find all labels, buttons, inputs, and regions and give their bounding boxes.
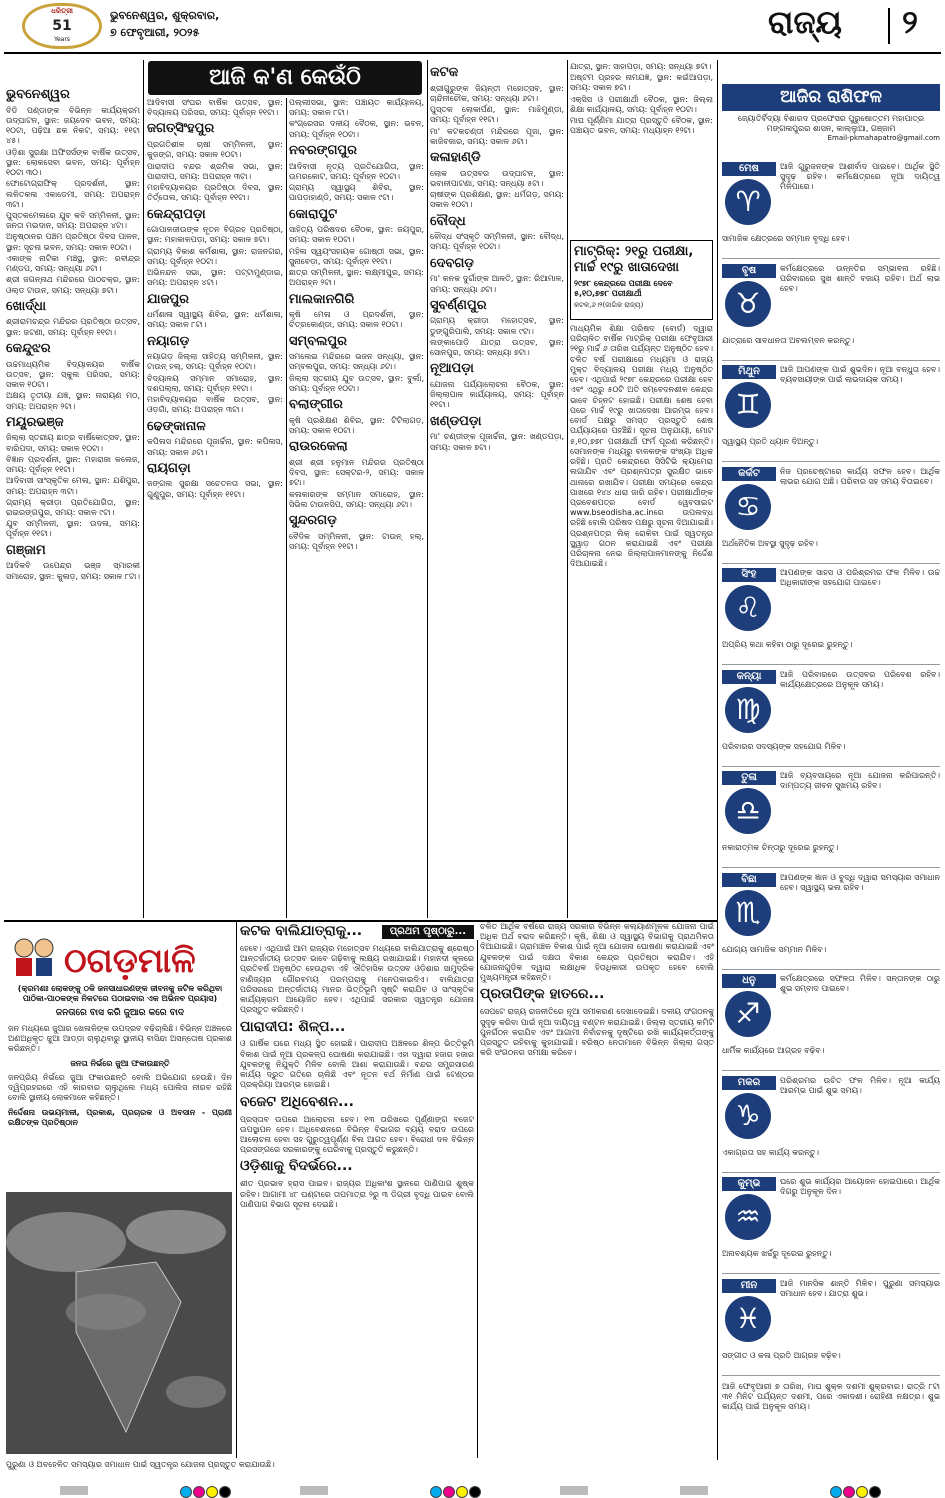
event-city-heading: ମୟୂରଭଞ୍ଜ [6,414,64,430]
exam-subhead: ୨୯୭୮ କେନ୍ଦ୍ରରେ ପରୀକ୍ଷା ଦେବେ ୫,୧୦,୭୭୮ ପରୀକ୍ଷାର୍ଥୀ [574,278,673,298]
event-item: ଲଙ୍କାପୋଡ଼ି ଯାତ୍ରା ଉତ୍ସବ, ସ୍ଥାନ: ସୋନପୁର, ସମୟ: ସନ୍ଧ୍ୟା ୭ଟା। [430,337,564,358]
event-item: ବିଦ୍ୟାଳୟ ସମ୍ମାନ ସମାରୋହ, ସ୍ଥାନ: ଦଶପଲ୍ଲା, ସମୟ: ପୂର୍ବାହ୍ନ ୧୧ଟା। [147,373,283,393]
event-item: ଗ୍ରାମ୍ୟ ବିକାଶ କର୍ମଶାଳା, ସ୍ଥାନ: ରାଜନଗର, ସମୟ: ପୂର୍ବାହ୍ନ ୧୦ଟା। [147,246,283,266]
event-item: ମା' କନକ ଦୁର୍ଗାଙ୍କ ଆଳତି, ସ୍ଥାନ: ରିଆମାଳ, ସମୟ: ସନ୍ଧ୍ୟା ୬ଟା। [430,274,564,294]
rashi-name: ଧନୁ [722,974,776,988]
thagamali-lead: ଜନତାରେ ବାସ କରି ଜୁଆର କରେ ବାଦ [55,1008,185,1019]
rashi-3 [722,365,940,463]
events-column-4 [430,62,564,920]
event-item: ଯାତ୍ରା, ସ୍ଥାନ: ସାହାପଡ଼ା, ସମୟ: ସନ୍ଧ୍ୟା ୭ଟା। [570,62,712,71]
event-item: ପୁସ୍ତକ ଲୋକାର୍ପଣ, ସ୍ଥାନ: ମାଝିମୁଣ୍ଡା, ସମୟ: ପୂର୍ବାହ୍ନ ୧୧ଟା। [430,105,564,125]
event-city-heading: କେନ୍ଦ୍ରାପଡ଼ା [147,206,206,222]
rashi-text-tail: ସ୍ୱାସ୍ଥ୍ୟ ପ୍ରତି ଧ୍ୟାନ ଦିଅନ୍ତୁ। [722,437,819,446]
exam-byline: କଟକ,୬।୨(ଜାଗିକ ରାଜ୍ୟ) [574,300,644,309]
event-city-heading: ଗଞ୍ଜାମ [6,542,46,558]
bottom-note: ପୁରୁଣା ଓ ଅବହେଳିତ ସମସ୍ୟାର ସମାଧାନ ପାଇଁ ସ୍ୱତନ୍ତ୍ର ଯୋଜନା ପ୍ରସ୍ତୁତ କରାଯାଉଛି। [6,1460,275,1469]
rashifal-author: ଜ୍ୟୋତିର୍ବିଦ୍ୟା ବିଶାରଦ ପ୍ରଫେସର ପୁରୁଷୋତ୍ତମ ମହାପାତ୍ର [737,114,925,123]
budget-continued-body: ଚଳିତ ଆର୍ଥିକ ବର୍ଷରେ ରାଜ୍ୟ ସରକାର ବିଭିନ୍ନ କଲ୍ୟାଣମୂଳକ ଯୋଜନା ପାଇଁ ଅଧିକ ଅର୍ଥ ବରାଦ କରିଛନ୍ତି। କୃଷି, ଶିକ୍ଷା ଓ ସ୍ୱାସ୍ଥ୍ୟ ବିଭାଗକୁ ପ୍ରାଥମିକତା ଦିଆଯାଇଛି। ଗ୍ରାମାଞ୍ଚଳ ବିକାଶ ପାଇଁ ନୂଆ ଯୋଜନା ଘୋଷଣା କରାଯାଇଛି ଏବଂ ଯୁବକଙ୍କ ପାଇଁ ଦକ୍ଷତା ବିକାଶ କେନ୍ଦ୍ର ପ୍ରତିଷ୍ଠା କରାଯିବ। ଏହି ଯୋଜନାଗୁଡ଼ିକ ଦ୍ୱାରା ଲକ୍ଷାଧିକ ହିତାଧିକାରୀ ଉପକୃତ ହେବେ ବୋଲି ମୁଖ୍ୟମନ୍ତ୍ରୀ କହିଛନ୍ତି। [480,922,714,983]
rashi-divider [722,1273,940,1274]
zodiac-icon: ♊ [725,382,771,428]
event-item: ଅନୁଷ୍ଠାନର ପଞ୍ଚମ ପ୍ରତିଷ୍ଠା ଦିବସ ପାଳନ, ସ୍ଥାନ: ସୂଚନା ଭବନ, ସମୟ: ସକାଳ ୧୦ଟା। [6,232,140,252]
rashi-name: ବୃଷ [722,264,776,278]
paradip-headline: ପାରାଦୀପ: ଶିଳ୍ପ... [240,1018,346,1035]
rashi-divider [722,969,940,970]
event-item: ମହିଳା ସ୍ୱୟଂସହାୟକ ଗୋଷ୍ଠୀ ସଭା, ସ୍ଥାନ: ସୁନାବେଡ଼ା, ସମୟ: ପୂର୍ବାହ୍ନ ୧୧ଟା। [289,246,424,266]
rashi-6 [722,670,940,768]
thagamali-subhead: ଜନତା ନିର୍ଭରେ ଜୁଆ ଫକାଉଛନ୍ତି [70,1058,170,1068]
zodiac-icon: ♐ [725,991,771,1037]
registration-dot [843,1486,855,1498]
rashifal-credits [722,114,940,143]
cuttack-body: ହେବେ। ଏଥିପାଇଁ ଆମ ରାଜ୍ୟର ମହୋତ୍ସବ ମଧ୍ୟରେ ବାଲିଯାତ୍ରାକୁ ଶ୍ରେଷ୍ଠ ଆନ୍ତର୍ଜାତୀୟ ଉତ୍ସବ ଭାବେ ଗଢ଼ିବାକୁ ଲକ୍ଷ୍ୟ ରଖାଯାଇଛି। ମହାନଦୀ କୂଳରେ ପ୍ରତିବର୍ଷ ଅନୁଷ୍ଠିତ ହେଉଥିବା ଏହି ଐତିହାସିକ ଉତ୍ସବ ଓଡ଼ିଶାର ସାମୁଦ୍ରିକ ବାଣିଜ୍ୟର ଗୌରବମୟ ପରମ୍ପରାକୁ ମନେପକାଇଦିଏ। ବାଲିଯାତ୍ରା ପରିସରରେ ଅନ୍ତର୍ଜାତୀୟ ମାନର ଭିତ୍ତିଭୂମି ସୃଷ୍ଟି କରାଯିବ ଓ ସାଂସ୍କୃତିକ କାର୍ଯ୍ୟକ୍ରମ ଆୟୋଜିତ ହେବ। ଏଥିପାଇଁ ସରକାର ସ୍ୱତନ୍ତ୍ର ଯୋଜନା ପ୍ରସ୍ତୁତ କରିଛନ୍ତି। [240,943,474,1015]
pratap-body: ସେପଟେ ରାଜ୍ୟ ରାଜନୀତିରେ ନୂଆ ସମୀକରଣ ଦେଖାଦେଇଛି। ଦଳୀୟ ସଂଗଠନକୁ ସୁଦୃଢ଼ କରିବା ପାଇଁ ନୂଆ ଦାୟିତ୍ୱ ବଣ୍ଟନ କରାଯାଇଛି। ଜିଲ୍ଲା ସ୍ତରୀୟ କମିଟି ପୁନର୍ଗଠନ କରାଯିବ ଏବଂ ଆଗାମୀ ନିର୍ବାଚନକୁ ଦୃଷ୍ଟିରେ ରଖି କାର୍ଯ୍ୟକର୍ତ୍ତାଙ୍କୁ ପ୍ରସ୍ତୁତ ରହିବାକୁ କୁହାଯାଇଛି। ବରିଷ୍ଠ ନେତାମାନେ ବିଭିନ୍ନ ଜିଲ୍ଲା ଗସ୍ତ କରି ସଂଗଠନର ସମୀକ୍ଷା କରିବେ। [480,1007,714,1058]
event-item: ଧର୍ମଶାଳା ସ୍ୱାସ୍ଥ୍ୟ ଶିବିର, ସ୍ଥାନ: ଧର୍ମଶାଳା, ସମୟ: ସକାଳ ୮ଟା। [147,310,283,330]
event-item: ଶ୍ରୀଗୁରୁଙ୍କ ଜିୟନ୍ତୀ ମହୋତ୍ସବ, ସ୍ଥାନ: ଚାନ୍ଦିନୀଚୌକ, ସମୟ: ସନ୍ଧ୍ୟା ୬ଟା। [430,83,564,103]
rashi-text-tail: ଅନାବଶ୍ୟକ ଖର୍ଚ୍ଚରୁ ଦୂରେଇ ରୁହନ୍ତୁ। [722,1249,832,1258]
event-item: ଆଦିକବି ଉପେନ୍ଦ୍ର ଭଞ୍ଜ ସ୍ମାରକୀ ସମାରୋହ, ସ୍ଥାନ: କୁଳାଡ଼, ସମୟ: ସକାଳ ୮ଟା। [6,561,140,581]
rashi-text: ପରିଶ୍ରମର ଉଚିତ ଫଳ ମିଳିବ। ନୂଆ କାର୍ଯ୍ୟ ଆରମ୍ଭ ପାଇଁ ଶୁଭ ସମୟ। [780,1075,940,1095]
event-city-heading: ନବରଙ୍ଗପୁର [289,142,358,158]
dateline-date: ୭ ଫେବୃଆରୀ, ୨୦୨୫ [110,25,200,39]
rashi-text: ଆପଣଙ୍କ ଜ୍ଞାନ ଓ ବୁଦ୍ଧି ଦ୍ୱାରା ସମସ୍ୟାର ସମାଧାନ ହେବ। ସ୍ୱାସ୍ଥ୍ୟ ଭଲ ରହିବ। [780,872,940,892]
column-rule [567,60,568,918]
event-item: ମହାବିଦ୍ୟାଳୟର ବାର୍ଷିକ ଉତ୍ସବ, ସ୍ଥାନ: ଓଡ଼ଗାଁ, ସମୟ: ଅପରାହ୍ନ ୩ଟା। [147,395,283,415]
event-item: ପଲ୍ଲୀସଭା, ସ୍ଥାନ: ପଞ୍ଚାୟତ କାର୍ଯ୍ୟାଳୟ, ସମୟ: ସକାଳ ୮ଟା। [289,98,424,118]
rashi-text-tail: ସାମାଜିକ କ୍ଷେତ୍ରରେ ସମ୍ମାନ ବୃଦ୍ଧି ହେବ। [722,234,850,243]
event-item: ଆଦିବାସୀ ସଂଘର ବାର୍ଷିକ ଉତ୍ସବ, ସ୍ଥାନ: ବିଦ୍ୟାଳୟ ପରିସର, ସମୟ: ପୂର୍ବାହ୍ନ ୧୧ଟା। [147,98,283,118]
zodiac-icon: ♋ [725,484,771,530]
rashi-divider [722,360,940,361]
event-item: ପୁସ୍ତକମେଳାରେ ଯୁବ କବି ସମ୍ମିଳନୀ, ସ୍ଥାନ: ଜନତା ମଇଦାନ, ସମୟ: ଅପରାହ୍ନ ୪ଟା। [6,210,140,231]
rashi-text: ଘରେ ଶୁଭ କାର୍ଯ୍ୟର ଆୟୋଜନ ହୋଇପାରେ। ଆର୍ଥିକ ଦିଗରୁ ଅନୁକୂଳ ଦିନ। [780,1177,940,1197]
rashi-text: ଆପଣଙ୍କ ସାହସ ଓ ପରିଶ୍ରମର ଫଳ ମିଳିବ। ଉଚ୍ଚ ଅଧିକାରୀଙ୍କ ସହଯୋଗ ପାଇବେ। [780,568,940,588]
rashifal-email: Email-pkmahapatro@gmail.com [827,134,940,143]
event-item: ସମଲେଇ ମନ୍ଦିରରେ ଭଜନ ସନ୍ଧ୍ୟା, ସ୍ଥାନ: ସମ୍ବଲପୁର, ସମୟ: ସନ୍ଧ୍ୟା ୬ଟା। [289,352,424,372]
event-item: ଏକାଙ୍କ ନାଟିକା ମଞ୍ଚସ୍ଥ, ସ୍ଥାନ: ରବୀନ୍ଦ୍ର ମଣ୍ଡପ, ସମୟ: ସନ୍ଧ୍ୟା ୬ଟା। [6,253,140,274]
registration-dot [193,1486,205,1498]
thagamali-body: ଜନ ମଧ୍ୟରେ ଜୁଆର ଖେଳାଳିଙ୍କ ଉପଦ୍ରବ ବଢ଼ିଚାଲିଛି। ବିଭିନ୍ନ ଅଞ୍ଚଳରେ ଅଣଅଧିକୃତ ଜୁଆ ଆଡ୍ଡା ଚାଲୁଥିବାରୁ ସ୍ଥାନୀୟ ବାସିନ୍ଦା ଅସନ୍ତୋଷ ପ୍ରକାଶ କରିଛନ୍ତି। [8,1023,232,1054]
event-item: ଲୋକ ଉତ୍ସବର ଉଦ୍‌ଘାଟନ, ସ୍ଥାନ: ଭବାନୀପାଟଣା, ସମୟ: ସନ୍ଧ୍ୟା ୫ଟା। [430,168,564,188]
event-city-heading: କଟକ [430,65,459,80]
stories-right-column [480,922,714,1458]
rashifal-banner: ଆଜିର ରାଶିଫଳ [722,84,940,111]
event-city-heading: ବଲାଙ୍ଗୀର [289,397,343,413]
rashi-11 [722,1177,940,1275]
event-city-heading: ରାଉରକେଲା [289,439,348,455]
rashi-2 [722,264,940,362]
event-item: ଯୋଜନା ପର୍ଯ୍ୟାଲୋଚନା ବୈଠକ, ସ୍ଥାନ: ଜିଲ୍ଲାପାଳ କାର୍ଯ୍ୟାଳୟ, ସମୟ: ପୂର୍ବାହ୍ନ ୧୧ଟା। [430,379,564,410]
event-item: ମହାବିଦ୍ୟାଳୟର ପ୍ରତିଷ୍ଠା ଦିବସ, ସ୍ଥାନ: ତିର୍ତ୍ତୋଲ, ସମୟ: ପୂର୍ବାହ୍ନ ୧୧ଟା। [147,183,283,203]
anniversary-logo [22,3,102,49]
rashi-name: ମିଥୁନ [722,365,776,379]
registration-dot [219,1486,231,1498]
rashi-4 [722,467,940,565]
rashi-divider [722,766,940,767]
rashi-8 [722,873,940,971]
section-rule [4,920,717,922]
event-city-heading: ଦେବଗଡ଼ [430,255,474,271]
thagamali-column [8,984,232,1186]
event-city-heading: ସମ୍ବଲପୁର [289,333,347,349]
event-item: କଳାକାରଙ୍କ ସମ୍ମାନ ସମାରୋହ, ସ୍ଥାନ: ସିଭିଲ ଟାଉନସିପ, ସମୟ: ସନ୍ଧ୍ୟା ୬ଟା। [289,489,424,509]
rashi-name: ବିଛା [722,873,776,887]
rashi-name: ମକର [722,1076,776,1090]
dateline-place-day: ଭୁବନେଶ୍ୱର, ଶୁକ୍ରବାର, [110,9,220,22]
event-city-heading: ଢେଙ୍କାନାଳ [147,418,206,434]
event-item: ବୈଦିକ ସମ୍ମିଳନୀ, ସ୍ଥାନ: ଟାଉନ୍ ହଲ୍, ସମୟ: ପୂର୍ବାହ୍ନ ୧୧ଟା। [289,531,424,551]
registration-dot [206,1486,218,1498]
registration-bar [60,1486,88,1495]
event-city-heading: ବୌଦ୍ଧ [430,213,466,229]
rashi-text-tail: ନକାରାତ୍ମକ ଚିନ୍ତାରୁ ଦୂରେଇ ରୁହନ୍ତୁ। [722,843,839,852]
event-city-heading: ଜଗତ୍‌ସିଂହପୁର [147,121,215,137]
rashi-name: ତୁଳା [722,771,776,785]
rashi-divider [722,258,940,259]
event-city-heading: କଳାହାଣ୍ଡି [430,150,481,166]
budget-body: ପ୍ରସ୍ତାବ ଉପରେ ଆଲୋଚନା ହେବ। ୧୩ ତାରିଖରେ ପୂର୍ଣ୍ଣାଙ୍ଗ ବଜେଟ ଉପସ୍ଥାପନ ହେବ। ଅଧିବେଶନରେ ବିଭିନ୍ନ ବିଭାଗର ବ୍ୟୟ ବରାଦ ଉପରେ ଆଲୋଚନା ହେବା ସହ ଗୁରୁତ୍ୱପୂର୍ଣ୍ଣ ବିଲ ଆଗତ ହେବ। ବିରୋଧୀ ଦଳ ବିଭିନ୍ନ ପ୍ରସଙ୍ଗରେ ସରକାରଙ୍କୁ ଘେରିବାକୁ ପ୍ରସ୍ତୁତି କରୁଛନ୍ତି। [240,1114,474,1155]
rashi-name: ସିଂହ [722,568,776,582]
rashi-9 [722,974,940,1072]
exam-headline: ମାଟ୍ରିକ୍: ୨୧ରୁ ପରୀକ୍ଷା, ମାର୍ଚ୍ଚ ୧୯ରୁ ଖାତାଦେଖା [574,244,694,276]
event-item: ଚାଷୀଙ୍କ ପ୍ରଶିକ୍ଷଣ, ସ୍ଥାନ: ଧର୍ମଗଡ଼, ସମୟ: ସକାଳ ୧୦ଟା। [430,190,564,210]
event-item: ଗୋପାଳଜୀଉଙ୍କ ନୂତନ ବିଗ୍ରହ ପ୍ରତିଷ୍ଠା, ସ୍ଥାନ: ମହାକାଳପଡ଼ା, ସମୟ: ସକାଳ ୭ଟା। [147,225,283,245]
rashi-text: ଆଜି ବ୍ୟବସାୟରେ ନୂଆ ଯୋଜନା କରିପାରନ୍ତି। ଦାମ୍ପତ୍ୟ ଜୀବନ ସୁଖମୟ ରହିବ। [780,771,940,791]
column-rule [143,60,144,918]
rashi-text-tail: ପରିବାରର ସଦସ୍ୟଙ୍କ ସହଯୋଗ ମିଳିବ। [722,741,846,751]
event-item: ଯୁବ ସମ୍ମିଳନୀ, ସ୍ଥାନ: ଉଦଳା, ସମୟ: ପୂର୍ବାହ୍ନ ୧୧ଟା। [6,519,140,539]
rashi-5 [722,568,940,666]
rashi-10 [722,1076,940,1174]
zodiac-icon: ♉ [725,281,771,327]
event-item: ଅଭିନନ୍ଦନ ସଭା, ସ୍ଥାନ: ପଟ୍ଟାମୁଣ୍ଡାଇ, ସମୟ: ଅପରାହ୍ନ ୪ଟା। [147,268,283,288]
rashi-divider [722,664,940,665]
event-item: ମା' କଟକଚଣ୍ଡୀ ମନ୍ଦିରରେ ପୂଜା, ସ୍ଥାନ: କାଜିବଜାର, ସମୟ: ସକାଳ ୬ଟା। [430,126,564,146]
thagamali-body-2: ଜନପ୍ରିୟ ନିର୍ଭରେ ଜୁଆ ଫକାଉଛନ୍ତି ବୋଲି ଅଭିଯୋଗ ହେଉଛି। ଦିନ ଦ୍ୱିପ୍ରହରରେ ଏହି କାରବାର ଚାଲୁଥିଲେ ମଧ୍ୟ ପୋଲିସ ନୀରବ ରହିଛି ବୋଲି ସ୍ଥାନୀୟ ଲୋକମାନେ କହିଛନ୍ତି। [8,1072,232,1103]
event-city-heading: ରାୟଗଡ଼ା [147,460,191,476]
event-item: ଆଦିବାସୀ ନୃତ୍ୟ ପ୍ରତିଯୋଗିତା, ସ୍ଥାନ: ଉମରକୋଟ, ସମୟ: ପୂର୍ବାହ୍ନ ୧୦ଟା। [289,161,424,181]
stories-left-column [240,920,474,1458]
event-item: ମାଘ ପୂର୍ଣ୍ଣିମା ଯାତ୍ରା ପ୍ରସ୍ତୁତି ବୈଠକ, ସ୍ଥାନ: ପଞ୍ଚାୟତ ଭବନ, ସମୟ: ମଧ୍ୟାହ୍ନ ୧୨ଟା। [570,116,713,136]
masthead [0,0,945,52]
event-item: ଗ୍ରାମ୍ୟ କ୍ରୀଡ଼ା ପ୍ରତିଯୋଗିତା, ସ୍ଥାନ: ରାଇରଙ୍ଗପୁର, ସମୟ: ସକାଳ ୯ଟା। [6,497,140,517]
event-item: ଜଙ୍ଗଲ ସୁରକ୍ଷା ସଚେତନତା ସଭା, ସ୍ଥାନ: ଗୁଣୁପୁର, ସମୟ: ପୂର୍ବାହ୍ନ ୧୧ଟା। [147,479,283,499]
rashi-divider [722,867,940,868]
page-number: ୨ [902,3,918,41]
rashi-divider [722,461,940,462]
dateline [110,8,219,41]
continued-label: ପ୍ରଥମ ପୃଷ୍ଠାରୁ... [382,925,474,940]
zodiac-icon: ♌ [725,585,771,631]
pratap-headline: ପ୍ରତାପିଙ୍କ ହାତରେ... [480,986,605,1003]
zodiac-icon: ♍ [725,687,771,733]
rashi-name: କନ୍ୟା [722,670,776,684]
event-item: ବିଜ୍ଞାନ ପ୍ରଦର୍ଶନୀ, ସ୍ଥାନ: ମହାରାଜା କଲେଜ, ସମୟ: ପୂର୍ବାହ୍ନ ୧୧ଟା। [6,454,140,475]
rashi-name: ମୀନ [722,1279,776,1293]
rashi-text: ଆଜି ଆପଣଙ୍କ ପାଇଁ ଶୁଭଦିନ। ନୂଆ ବନ୍ଧୁତା ହେବ। ବ୍ୟବସାୟୀଙ୍କ ପାଇଁ ଲାଭଦାୟକ ସମୟ। [780,365,940,385]
event-city-heading: ନୟାଗଡ଼ [147,333,190,349]
event-city-heading: ଖଣ୍ଡପଡ଼ା [430,413,482,429]
rashi-text-tail: ଯାତ୍ରାରେ ସାବଧାନତା ଅବଲମ୍ବନ କରନ୍ତୁ। [722,335,855,345]
event-item: ଜିଲ୍ଲା ସ୍ତରୀୟ ଛାତ୍ର ବାର୍ଷିକୋତ୍ସବ, ସ୍ଥାନ: ବାରିପଦା, ସମୟ: ସକାଳ ୧୦ଟା। [6,433,140,453]
rashi-text: ନିଜ ପ୍ରଚେଷ୍ଟାରେ କାର୍ଯ୍ୟ ସଫଳ ହେବ। ଆର୍ଥିକ ଲାଭର ଯୋଗ ଅଛି। ପରିବାର ସହ ସମୟ ବିତାଇବେ। [780,466,940,486]
rashi-1 [722,162,940,260]
event-item: ବୌଦ୍ଧ ସଂସ୍କୃତି ସମ୍ମିଳନୀ, ସ୍ଥାନ: ବୌଦ୍ଧ, ସମୟ: ପୂର୍ବାହ୍ନ ୧୦ଟା। [430,232,564,252]
registration-dot [856,1486,868,1498]
header-divider [888,8,890,44]
event-city-heading: ମାଲକାନଗିରି [289,291,355,307]
registration-dot [869,1486,881,1498]
rashi-text: ଆଜି ପରିବାରରେ ଉତ୍ସବର ପରିବେଶ ରହିବ। କାର୍ଯ୍ୟକ୍ଷେତ୍ରରେ ଅନୁକୂଳ ସମୟ। [780,669,940,689]
paradip-body: ଓ ଗାର୍ଷିକ ଘରେ ମଧ୍ୟ ସ୍ଥିତ ହୋଇଛି। ପାରାଦୀପ ଅଞ୍ଚଳରେ ଶିଳ୍ପ ଭିତ୍ତିଭୂମି ବିକାଶ ପାଇଁ ନୂଆ ପ୍ରକଳ୍ପ ଘୋଷଣା କରାଯାଇଛି। ଏହା ଦ୍ୱାରା ହଜାର ହଜାର ଯୁବକଙ୍କୁ ନିଯୁକ୍ତି ମିଳିବ ବୋଲି ଆଶା କରାଯାଉଛି। ବନ୍ଦର ସମ୍ପ୍ରସାରଣ କାର୍ଯ୍ୟ ଦ୍ରୁତ ଗତିରେ ଚାଲିଛି ଏବଂ ନୂତନ ବର୍ଥ ନିର୍ମାଣ ପାଇଁ ଟେଣ୍ଡର ପ୍ରକ୍ରିୟା ଆରମ୍ଭ ହୋଇଛି। [240,1039,474,1090]
event-city-heading: କେନ୍ଦୁଝର [6,340,51,356]
registration-bar [680,1486,708,1495]
rashi-name: କର୍କଟ [722,467,776,481]
rashi-text: କର୍ମକ୍ଷେତ୍ରରେ ଉନ୍ନତିର ସମ୍ଭାବନା ରହିଛି। ପରିବାରରେ ସୁଖ ଶାନ୍ତି ବଜାୟ ରହିବ। ଅର୍ଥ ଲାଭ ହେବ। [780,263,940,293]
event-item: ଅକ୍ଷୟ ତୃତୀୟା ଯଜ୍ଞ, ସ୍ଥାନ: ନାରାୟଣ ମଠ, ସମୟ: ଅପରାହ୍ନ ୨ଟା। [6,391,140,411]
event-item: ନୟାଗଡ଼ ଜିଲ୍ଲା ସାହିତ୍ୟ ସମ୍ମିଳନୀ, ସ୍ଥାନ: ଟାଉନ୍ ହଲ୍, ସମୟ: ପୂର୍ବାହ୍ନ ୧୦ଟା। [147,352,283,372]
event-item: ମା' ଚଣ୍ଡୀଙ୍କ ପୂଜାର୍ଚ୍ଚନା, ସ୍ଥାନ: ଖଣ୍ଡପଡ଼ା, ସମୟ: ସକାଳ ୭ଟା। [430,432,564,452]
cuttack-headline: କଟକ ବାଲିଯାତ୍ରାକୁ... [240,923,363,939]
registration-dot [180,1486,192,1498]
rashi-text: ଆଜି ଗୁରୁଜନଙ୍କ ଆଶୀର୍ବାଦ ପାଇବେ। ଆର୍ଥିକ ସ୍ଥିତି ସୁଦୃଢ଼ ରହିବ। କର୍ମକ୍ଷେତ୍ରରେ ନୂଆ ଦାୟିତ୍ୱ ମିଳିପାରେ। [780,162,940,192]
rashi-name: କୁମ୍ଭ [722,1177,776,1191]
zodiac-icon: ♓ [725,1296,771,1342]
column-rule [477,940,478,1458]
rashi-divider [722,1070,940,1071]
events-column-1 [6,84,140,920]
registration-dot [430,1486,442,1498]
event-city-heading: ସୁବର୍ଣ୍ଣପୁର [430,297,487,313]
registration-dot [469,1486,481,1498]
rashi-text-tail: ଯୋଗ୍ୟ ସାମାଜିକ ସମ୍ମାନ ମିଳିବ। [722,944,827,954]
exam-body: ମାଧ୍ୟମିକ ଶିକ୍ଷା ପରିଷଦ (ବୋର୍ଡ) ଦ୍ୱାରା ପରିଚାଳିତ ବାର୍ଷିକ ମାଟ୍ରିକ୍ ପରୀକ୍ଷା ଫେବୃଆରୀ ୨୧ରୁ ମାର୍ଚ୍ଚ ୬ ତାରିଖ ପର୍ଯ୍ୟନ୍ତ ଅନୁଷ୍ଠିତ ହେବ। ଚଳିତ ବର୍ଷ ପରୀକ୍ଷାରେ ମଧ୍ୟମା ଓ ରାଜ୍ୟ ମୁକ୍ତ ବିଦ୍ୟାଳୟ ପରୀକ୍ଷା ମଧ୍ୟ ଅନୁଷ୍ଠିତ ହେବ। ଏଥିପାଇଁ ୨୯୭୮ କେନ୍ଦ୍ରରେ ପରୀକ୍ଷା ହେବ ଏବଂ ଏଥିରୁ ୫୦ଟି ଅତି ସମ୍ବେଦନଶୀଳ କେନ୍ଦ୍ର ଭାବେ ଚିହ୍ନଟ ହୋଇଛି। ପରୀକ୍ଷା ଶେଷ ହେବା ପରେ ମାର୍ଚ୍ଚ ୧୯ରୁ ଖାତାଦେଖା ଆରମ୍ଭ ହେବ। ବୋର୍ଡ ପକ୍ଷରୁ ସମସ୍ତ ପ୍ରସ୍ତୁତି ଶେଷ ପର୍ଯ୍ୟାୟରେ ପହଞ୍ଚିଛି। ସୂଚନା ଅନୁଯାୟୀ, ମୋଟ ୫,୧୦,୭୭୮ ପରୀକ୍ଷାର୍ଥୀ ଫର୍ମ ପୂରଣ କରିଛନ୍ତି। ସେମାନଙ୍କ ମଧ୍ୟରୁ ବାଳକଙ୍କ ସଂଖ୍ୟା ଅଧିକ ରହିଛି। ପ୍ରତି କେନ୍ଦ୍ରରେ ସିସିଟିଭି କ୍ୟାମେରା ଲଗାଯିବ ଏବଂ ପ୍ରଶ୍ନପତ୍ର ସୁରକ୍ଷିତ ଭାବେ ଥାନାରେ ରଖାଯିବ। ପରୀକ୍ଷା ସମୟରେ କେନ୍ଦ୍ର ପାଖରେ ୧୪୪ ଧାରା ଜାରି ରହିବ। ପରୀକ୍ଷାର୍ଥୀଙ୍କ ପ୍ରବେଶପତ୍ର ବୋର୍ଡ ୱେବସାଇଟ www.bseodisha.ac.inରେ ଉପଲବ୍ଧ ରହିଛି ବୋଲି ପରିଷଦ ପକ୍ଷରୁ ସୂଚନା ଦିଆଯାଇଛି। ପ୍ରଶ୍ନପତ୍ର ଲିକ୍ ରୋକିବା ପାଇଁ ସ୍ୱତନ୍ତ୍ର ସ୍କ୍ୱାଡ଼ ଗଠନ କରାଯାଇଛି ଏବଂ ପରୀକ୍ଷା ପରିଚାଳନା ନେଇ ଜିଲ୍ଲାପାଳମାନଙ୍କୁ ନିର୍ଦ୍ଦେଶ ଦିଆଯାଇଛି। [570,324,713,569]
event-item: ଏକ୍ସିସ ଓ ପରୀକ୍ଷାର୍ଥୀ ବୈଠକ, ସ୍ଥାନ: ଜିଲ୍ଲା ଶିକ୍ଷା କାର୍ଯ୍ୟାଳୟ, ସମୟ: ପୂର୍ବାହ୍ନ ୧୦ଟା। [570,94,713,114]
event-item: କପିଳାସ ମନ୍ଦିରରେ ପୂଜାର୍ଚ୍ଚନା, ସ୍ଥାନ: କପିଳାସ, ସମୟ: ସକାଳ ୬ଟା। [147,437,283,457]
column-rule [236,922,237,1458]
column-rule [717,60,718,1460]
satellite-image [6,1192,232,1454]
rashi-text-tail: ଅର୍ଥନୈତିକ ଅବସ୍ଥା ସୁଦୃଢ଼ ରହିବ। [722,538,818,548]
event-item: କଂଗ୍ରେସର ଦଳୀୟ ବୈଠକ, ସ୍ଥାନ: ଭବନ, ସମୟ: ପୂର୍ବାହ୍ନ ୧୦ଟା। [289,119,424,139]
event-item: ଛାତ୍ର ସମ୍ମିଳନୀ, ସ୍ଥାନ: ଲକ୍ଷ୍ମୀପୁର, ସମୟ: ଅପରାହ୍ନ ୨ଟା। [289,268,424,288]
rashi-text: ଆଜି ମାନସିକ ଶାନ୍ତି ମିଳିବ। ପୁରୁଣା ସମସ୍ୟାର ସମାଧାନ ହେବ। ଯାତ୍ରା ଶୁଭ। [780,1278,940,1298]
registration-dot [830,1486,842,1498]
zodiac-icon: ♎ [725,788,771,834]
event-item: ପ୍ରଗତିଶୀଳ ଚାଷୀ ସମ୍ମିଳନୀ, ସ୍ଥାନ: କୁଜଙ୍ଗ, ସମୟ: ସକାଳ ୧୦ଟା। [147,140,283,160]
header-rule [4,52,941,54]
event-item: ଅଷ୍ଟମ ପ୍ରହର ନାମଯଜ୍ଞ, ସ୍ଥାନ: କଇଁଆପଡ଼ା, ସମୟ: ସକାଳ ୭ଟା। [570,73,713,93]
budget-headline: ବଜେଟ ଅଧିବେଶନ... [240,1093,354,1110]
rashi-7 [722,771,940,869]
zodiac-icon: ♈ [725,179,771,225]
section-name: ରାଜ୍ୟ [768,3,842,41]
logo-years: Years [54,36,70,43]
registration-bar [300,1486,328,1495]
logo-number: 51 [52,18,72,34]
event-item: ଫୋଟୋଗ୍ରାଫିକ୍ ପ୍ରଦର୍ଶନୀ, ସ୍ଥାନ: ଲଳିତକଳା ଏକାଡେମୀ, ସମୟ: ଅପରାହ୍ନ ୩ଟା। [6,179,140,209]
zodiac-icon: ♏ [725,890,771,936]
event-item: ଶ୍ରୀରାମଚନ୍ଦ୍ର ମନ୍ଦିରର ପ୍ରତିଷ୍ଠା ଉତ୍ସବ, ସ୍ଥାନ: ଜଟଣୀ, ସମୟ: ପୂର୍ବାହ୍ନ ୧୧ଟା। [6,317,140,337]
event-item: ଗ୍ରାମ୍ୟ କ୍ରୀଡ଼ା ମହୋତ୍ସବ, ସ୍ଥାନ: ଡୁଙ୍ଗୁରିପାଲି, ସମୟ: ସକାଳ ୯ଟା। [430,316,564,336]
event-city-heading: ଭୁବନେଶ୍ୱର [6,87,70,102]
event-item: ସାହିତ୍ୟ ପରିଷଦର ବୈଠକ, ସ୍ଥାନ: ଜୟପୁର, ସମୟ: ସକାଳ ୧୦ଟା। [289,225,424,245]
event-item: କୃଷି ମେଳା ଓ ପ୍ରଦର୍ଶନୀ, ସ୍ଥାନ: ଚିତ୍ରକୋଣ୍ଡା, ସମୟ: ସକାଳ ୧୦ଟା। [289,310,424,330]
logo-top-text: ଧରିତ୍ରୀ [51,7,73,15]
event-item: ଶ୍ରୀ ଶ୍ରୀ ହନୁମାନ ମନ୍ଦିରର ପ୍ରତିଷ୍ଠା ଦିବସ, ସ୍ଥାନ: ସେକ୍ଟର-୨, ସମୟ: ସକାଳ ୭ଟା। [289,457,424,488]
column-rule [286,98,287,918]
event-item: କୃଷି ପ୍ରଶିକ୍ଷଣ ଶିବିର, ସ୍ଥାନ: ଟିଟିଲାଗଡ଼, ସମୟ: ସକାଳ ୧୦ଟା। [289,415,424,436]
rashi-divider [722,563,940,564]
event-item: ପାରାଦୀପ ବନ୍ଦର ଶ୍ରମିକ ସଭା, ସ୍ଥାନ: ପାରାଦୀପ, ସମୟ: ଅପରାହ୍ନ ୩ଟା। [147,161,283,181]
event-item: ଉଚ୍ଚମାଧ୍ୟମିକ ବିଦ୍ୟାଳୟର ବାର୍ଷିକ ଉତ୍ସବ, ସ୍ଥାନ: ସ୍କୁଲ ପରିସର, ସମୟ: ସକାଳ ୧୦ଟା। [6,359,140,390]
events-column-3 [289,98,424,920]
column-rule [427,60,428,918]
rashi-text-tail: ସଙ୍ଗୀତ ଓ କଳା ପ୍ରତି ଆଗ୍ରହ ବଢ଼ିବ। [722,1350,841,1360]
cartoon-icon [10,930,58,978]
thagamali-tagline: (କ୍ରମଶଃ ଲୋକଙ୍କୁ ଠକି ଜନସାଧାରଣଙ୍କ ଜୀବନକୁ ଜଟିଳ କରିଥିବା ପାଠିକା-ପାଠକଙ୍କ ନିକଟରେ ପଠାଇବାର ଏକ ଅଭିନବ ପ୍ରୟାସ) [17,984,223,1004]
event-item: ଓଡ଼ିଶା ସୁରକ୍ଷା ଅଫିସର୍ସଙ୍କ ବାର୍ଷିକ ଉତ୍ସବ, ସ୍ଥାନ: ଲୋକସେବା ଭବନ, ସମୟ: ପୂର୍ବାହ୍ନ ୧୦ଟା ୩୦। [6,147,140,178]
exam-headline-box [570,240,713,320]
thagamali-credits: ନିର୍ଦ୍ଦେଶନା ଉଭୟମାଳୀ, ପ୍ରକାଶ, ପ୍ରଚାରକ ଓ ଅବସାନ - ପ୍ରାଣୀ ରକ୍ଷିତଙ୍କ ପ୍ରତିଷ୍ଠାନ [8,1107,232,1127]
event-city-heading: ସୁନ୍ଦରଗଡ଼ [289,513,337,529]
event-city-heading: କୋରାପୁଟ [289,206,338,222]
registration-dot [443,1486,455,1498]
odisha-body: ଶୀତ ପ୍ରଭାବ ହ୍ରାସ ପାଇବ। ରାଜ୍ୟର ଅଧିକାଂଶ ସ୍ଥାନରେ ପାଣିପାଗ ଶୁଷ୍କ ରହିବ। ଆଗାମୀ ୪୮ ଘଣ୍ଟାରେ ତାପମାତ୍ରା ୨ରୁ ୩ ଡିଗ୍ରୀ ବୃଦ୍ଧି ପାଇବ ବୋଲି ପାଣିପାଗ ବିଭାଗ ସୂଚନା ଦେଇଛି। [240,1179,474,1209]
event-item: ଗ୍ରାମ୍ୟ ସ୍ୱାସ୍ଥ୍ୟ ଶିବିର, ସ୍ଥାନ: ପାପଡ଼ାହାଣ୍ଡି, ସମୟ: ସକାଳ ୯ଟା। [289,183,424,203]
rashifal-address: ମଙ୍ଗଳାପୁରର ଶାସନ, କାଲ୍ଲୁଆ, ଗଞ୍ଜାମ [766,124,896,134]
events-column-2 [147,98,283,920]
event-city-heading: ନୂଆପଡ଼ା [430,361,474,377]
rashi-name: ମେଷ [722,162,776,176]
registration-bar [560,1486,588,1495]
rashi-divider [722,1172,940,1173]
rashi-text: କର୍ମକ୍ଷେତ୍ରରେ ସଫଳତା ମିଳିବ। ସନ୍ତାନଙ୍କ ଠାରୁ ଶୁଭ ସମ୍ବାଦ ପାଇବେ। [780,974,940,994]
event-item: ଶ୍ରୀ ଜଗନ୍ନାଥ ମନ୍ଦିରରେ ପାଠଚକ୍ର, ସ୍ଥାନ: ଓଲ୍ଡ ଟାଉନ, ସମୟ: ସନ୍ଧ୍ୟା ୭ଟା। [6,275,140,295]
registration-dot [456,1486,468,1498]
rashi-12 [722,1279,940,1377]
events-column-5 [570,62,713,238]
zodiac-icon: ♒ [725,1194,771,1240]
rashi-text-tail: ଏକାଗ୍ରତା ସହ କାର୍ଯ୍ୟ କରନ୍ତୁ। [722,1147,820,1157]
rashi-divider [722,1375,940,1376]
event-item: ଆଦିବାସୀ ସାଂସ୍କୃତିକ ମେଳା, ସ୍ଥାନ: ଯଶିପୁର, ସମୟ: ଅପରାହ୍ନ ୩ଟା। [6,476,140,496]
event-city-heading: ଖୋର୍ଦ୍ଧା [6,298,46,314]
rashi-text-tail: ଅପ୍ରିୟ କଥା କହିବା ଠାରୁ ଦୂରେଇ ରୁହନ୍ତୁ। [722,640,853,649]
event-item: ଜିଲ୍ଲା ସ୍ତରୀୟ ଯୁବ ଉତ୍ସବ, ସ୍ଥାନ: ବୁର୍ଲା, ସମୟ: ପୂର୍ବାହ୍ନ ୧୦ଟା। [289,373,424,393]
event-city-heading: ଯାଜପୁର [147,291,190,307]
events-banner: ଆଜି କ'ଣ କେଉଁଠି [148,61,422,95]
panjika-text: ଆଜି ଫେବୃଆରୀ ୭ ତାରିଖ, ମାଘ ଶୁକ୍ଳ ଦଶମୀ ଶୁକ୍ରବାର। ରାତ୍ରି ୮ଟା ୩୧ ମିନିଟ ପର୍ଯ୍ୟନ୍ତ ଦଶମୀ, ପରେ ଏକାଦଶୀ। ରୋହିଣୀ ନକ୍ଷତ୍ର। ଶୁଭ କାର୍ଯ୍ୟ ପାଇଁ ଅନୁକୂଳ ସମୟ। [722,1382,940,1412]
event-item: ବିଡି ପଣ୍ଡାଙ୍କ ବିଭିନ୍ନ କାର୍ଯ୍ୟକ୍ରମ ଉଦ୍‌ଘାଟନ, ସ୍ଥାନ: ଜୟଦେବ ଭବନ, ସମୟ: ୧୦ଟା, ପଢ଼ିଆ ଛକ ନିକଟ, ସମୟ: ୧୧ଟା ୪୫। [6,105,140,146]
rashi-text-tail: ଧାର୍ମିକ କାର୍ଯ୍ୟରେ ଆଗ୍ରହ ବଢ଼ିବ। [722,1046,825,1055]
zodiac-icon: ♑ [725,1093,771,1139]
thagamali-title: ଠଗଡ଼ମାଳି [64,941,196,981]
odisha-headline: ଓଡ଼ିଶାକୁ ବିଦର୍ଭରେ... [240,1158,353,1175]
